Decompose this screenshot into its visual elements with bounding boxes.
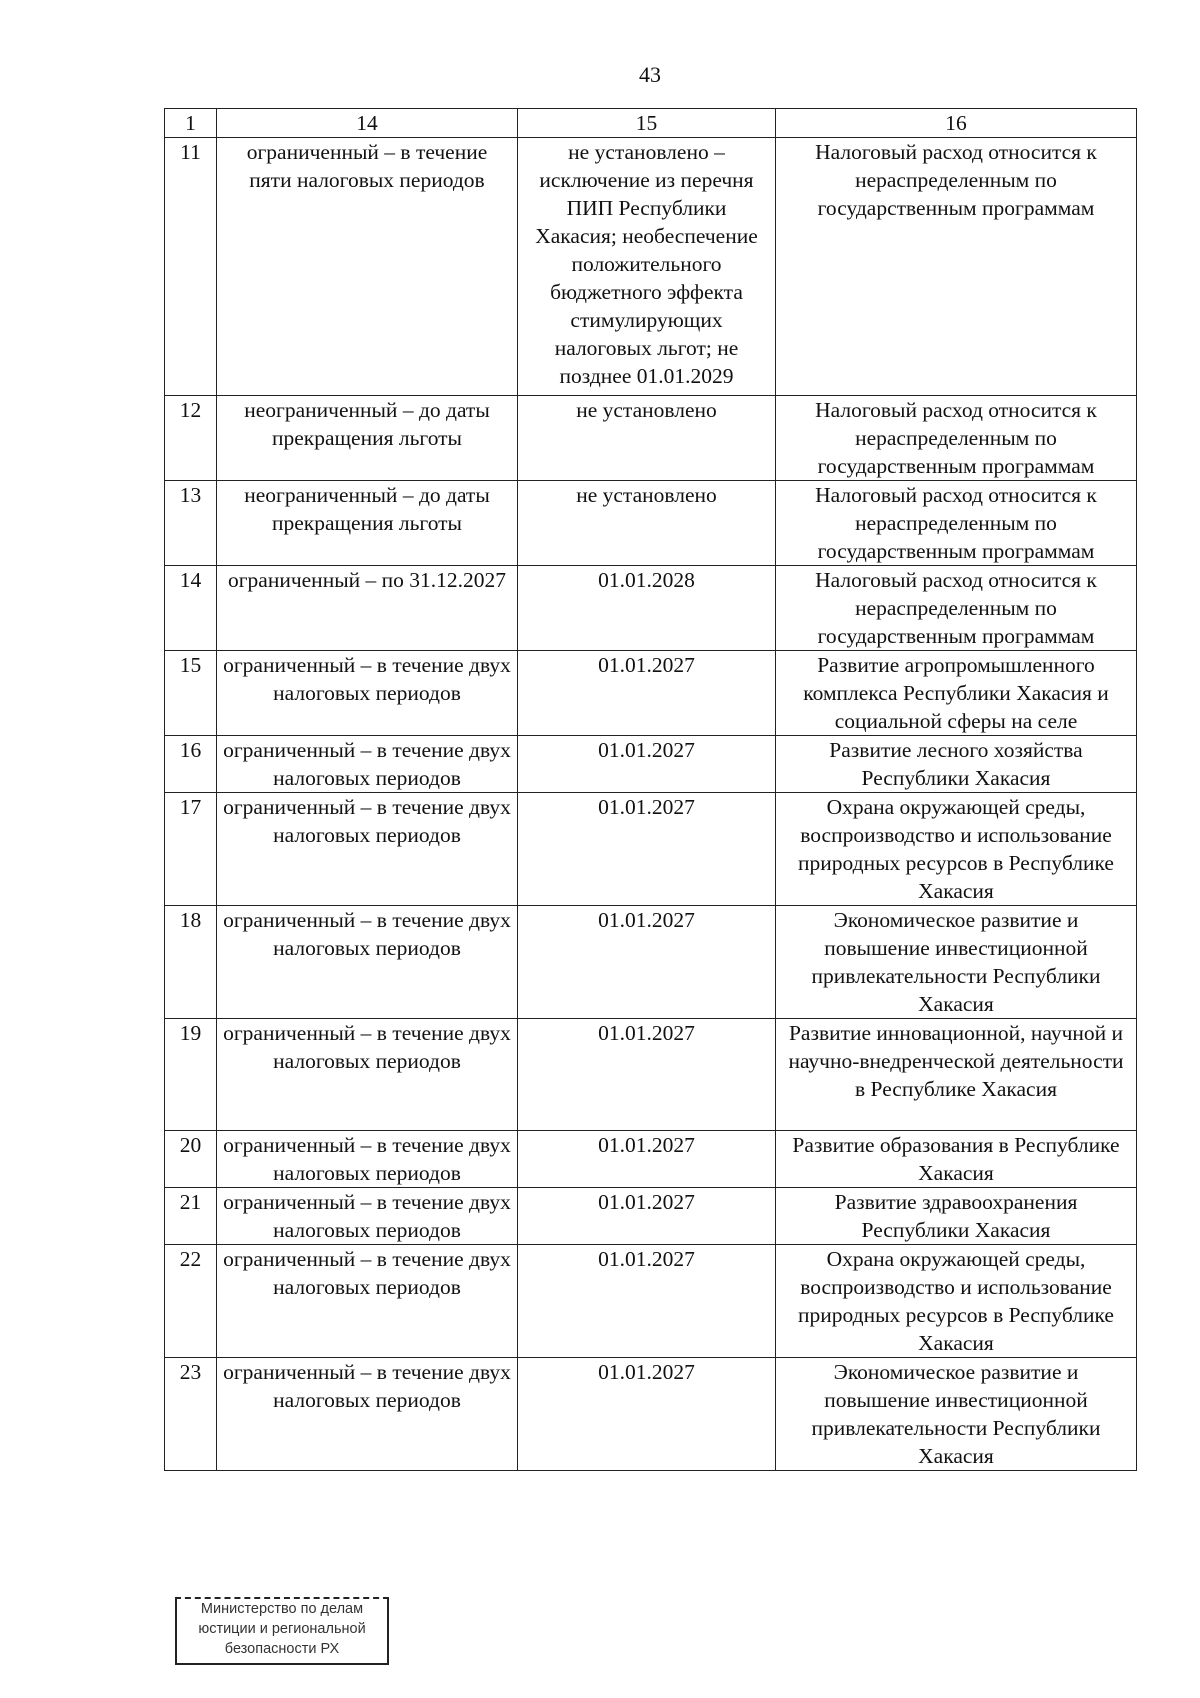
end-date-cell: 01.01.2027: [518, 1019, 776, 1131]
column-header-1: 1: [165, 109, 217, 138]
row-number: 17: [165, 793, 217, 906]
stamp-line: Министерство по делам: [200, 1601, 364, 1617]
end-date-cell: 01.01.2027: [518, 651, 776, 736]
end-date-cell: 01.01.2027: [518, 1245, 776, 1358]
state-program-cell: Экономическое развитие и повышение инвестиционной привлекательности Республики Хакасия: [776, 906, 1137, 1019]
end-date-cell: не установлено: [518, 481, 776, 566]
validity-period-cell: ограниченный – в течение двух налоговых периодов: [217, 736, 518, 793]
validity-period-cell: ограниченный – в течение двух налоговых периодов: [217, 1358, 518, 1471]
validity-period-cell: ограниченный – в течение двух налоговых периодов: [217, 1188, 518, 1245]
end-date-cell: 01.01.2027: [518, 1188, 776, 1245]
validity-period-cell: ограниченный – в течение двух налоговых периодов: [217, 651, 518, 736]
end-date-cell: 01.01.2027: [518, 736, 776, 793]
table-row: [165, 906, 1137, 1019]
table-row: [165, 566, 1137, 651]
end-date-cell: 01.01.2027: [518, 1131, 776, 1188]
state-program-cell: Налоговый расход относится к нераспределенным по государственным программам: [776, 138, 1137, 396]
ministry-stamp: [175, 1597, 389, 1665]
table-row: [165, 736, 1137, 793]
table-row: [165, 396, 1137, 481]
state-program-cell: Развитие инновационной, научной и научно-внедренческой деятельности в Республике Хакасия: [776, 1019, 1137, 1131]
validity-period-cell: ограниченный – в течение двух налоговых периодов: [217, 1245, 518, 1358]
table-row: [165, 1188, 1137, 1245]
validity-period-cell: неограниченный – до даты прекращения льготы: [217, 396, 518, 481]
row-number: 12: [165, 396, 217, 481]
state-program-cell: Развитие образования в Республике Хакасия: [776, 1131, 1137, 1188]
table-row: [165, 1358, 1137, 1471]
page-number: 43: [639, 62, 661, 87]
state-program-cell: Развитие агропромышленного комплекса Республики Хакасия и социальной сферы на селе: [776, 651, 1137, 736]
end-date-cell: 01.01.2027: [518, 1358, 776, 1471]
table-header-row: [165, 109, 1137, 138]
end-date-cell: 01.01.2027: [518, 906, 776, 1019]
validity-period-cell: ограниченный – в течение двух налоговых периодов: [217, 1131, 518, 1188]
row-number: 11: [165, 138, 217, 396]
state-program-cell: Развитие здравоохранения Республики Хакасия: [776, 1188, 1137, 1245]
row-number: 15: [165, 651, 217, 736]
row-number: 18: [165, 906, 217, 1019]
state-program-cell: Экономическое развитие и повышение инвестиционной привлекательности Республики Хакасия: [776, 1358, 1137, 1471]
validity-period-cell: ограниченный – по 31.12.2027: [217, 566, 518, 651]
table-row: [165, 1019, 1137, 1131]
validity-period-cell: неограниченный – до даты прекращения льготы: [217, 481, 518, 566]
validity-period-cell: ограниченный – в течение пяти налоговых периодов: [217, 138, 518, 396]
table-row: [165, 793, 1137, 906]
validity-period-cell: ограниченный – в течение двух налоговых периодов: [217, 1019, 518, 1131]
state-program-cell: Развитие лесного хозяйства Республики Хакасия: [776, 736, 1137, 793]
row-number: 20: [165, 1131, 217, 1188]
state-program-cell: Налоговый расход относится к нераспределенным по государственным программам: [776, 481, 1137, 566]
table-row: [165, 1131, 1137, 1188]
table-row: [165, 1245, 1137, 1358]
row-number: 21: [165, 1188, 217, 1245]
row-number: 19: [165, 1019, 217, 1131]
state-program-cell: Охрана окружающей среды, воспроизводство и использование природных ресурсов в Республике Хакасия: [776, 1245, 1137, 1358]
stamp-line: юстиции и региональной: [198, 1621, 366, 1637]
state-program-cell: Налоговый расход относится к нераспределенным по государственным программам: [776, 566, 1137, 651]
tax-expenditure-table: [164, 108, 1137, 1471]
table-row: [165, 138, 1137, 396]
validity-period-cell: ограниченный – в течение двух налоговых периодов: [217, 793, 518, 906]
state-program-cell: Налоговый расход относится к нераспределенным по государственным программам: [776, 396, 1137, 481]
validity-period-cell: ограниченный – в течение двух налоговых периодов: [217, 906, 518, 1019]
table-row: [165, 481, 1137, 566]
row-number: 16: [165, 736, 217, 793]
end-date-cell: 01.01.2028: [518, 566, 776, 651]
end-date-cell: не установлено: [518, 396, 776, 481]
table-row: [165, 651, 1137, 736]
column-header-14: 14: [217, 109, 518, 138]
end-date-cell: не установлено – исключение из перечня ПИП Республики Хакасия; необеспечение положительного бюджетного эффекта стимулирующих налоговых льгот; не позднее 01.01.2029: [518, 138, 776, 396]
stamp-line: безопасности РХ: [224, 1641, 340, 1657]
row-number: 22: [165, 1245, 217, 1358]
end-date-cell: 01.01.2027: [518, 793, 776, 906]
column-header-16: 16: [776, 109, 1137, 138]
state-program-cell: Охрана окружающей среды, воспроизводство и использование природных ресурсов в Республике Хакасия: [776, 793, 1137, 906]
row-number: 14: [165, 566, 217, 651]
column-header-15: 15: [518, 109, 776, 138]
row-number: 23: [165, 1358, 217, 1471]
row-number: 13: [165, 481, 217, 566]
